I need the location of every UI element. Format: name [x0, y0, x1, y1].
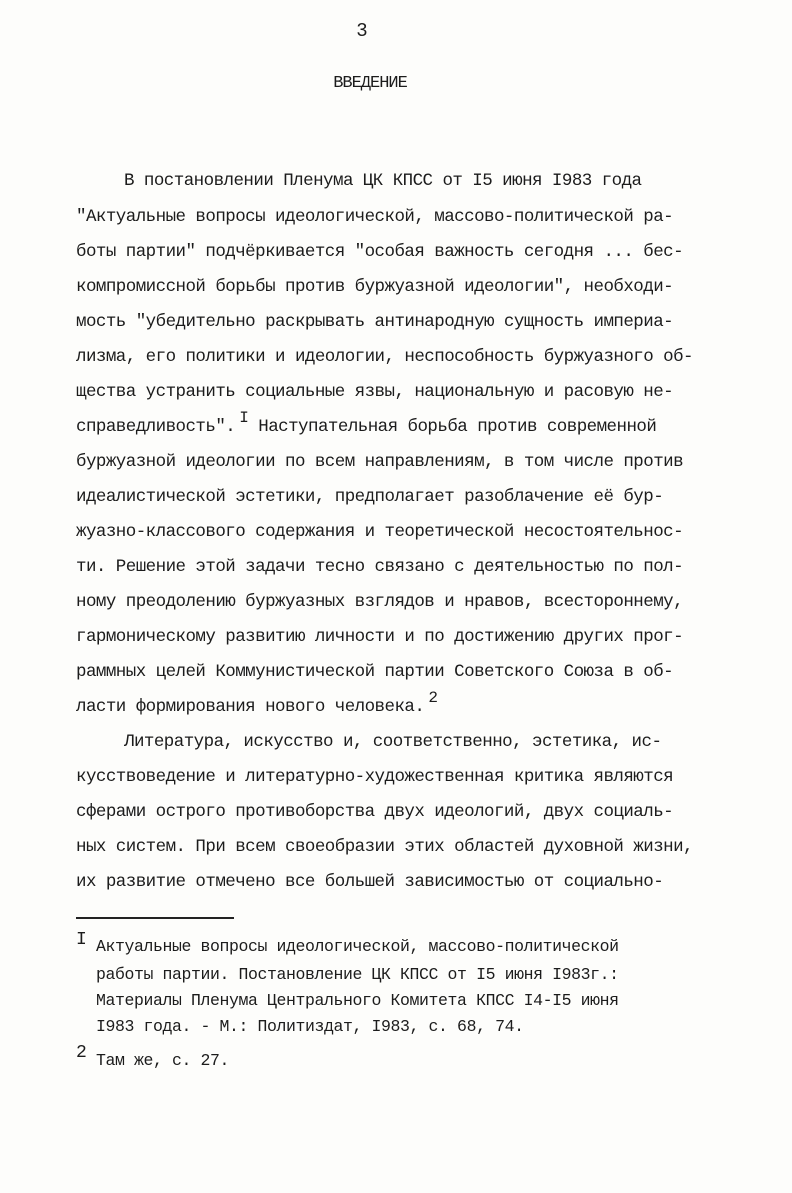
body-line: лизма, его политики и идеологии, неспособность буржуазного об-	[76, 347, 694, 367]
body-line: ных систем. При всем своеобразии этих областей духовной жизни,	[76, 837, 694, 857]
footnote-ref-2: 2	[428, 689, 438, 707]
body-line: ному преодолению буржуазных взглядов и нравов, всестороннему,	[76, 592, 684, 612]
footnote-line: Материалы Пленума Центрального Комитета КПСС I4-I5 июня	[96, 991, 619, 1010]
body-line: буржуазной идеологии по всем направлениям, в том числе против	[76, 452, 684, 472]
body-line: "Актуальные вопросы идеологической, массово-политической ра-	[76, 207, 674, 227]
body-line-text: Наступательная борьба против современной	[258, 417, 657, 437]
footnote-line: Там же, с. 27.	[96, 1051, 230, 1070]
body-line: идеалистической эстетики, предполагает разоблачение её бур-	[76, 487, 664, 507]
body-line: компромиссной борьбы против буржуазной идеологии", необходи-	[76, 277, 674, 297]
body-line: боты партии" подчёркивается "особая важность сегодня ... бес-	[76, 242, 684, 262]
body-line: В постановлении Пленума ЦК КПСС от I5 июня I983 года	[124, 171, 642, 191]
page-number: 3	[356, 20, 368, 42]
footnote-marker: I	[76, 930, 87, 950]
footnote-line: Актуальные вопросы идеологической, массово-политической	[96, 937, 619, 956]
body-line: щества устранить социальные язвы, национальную и расовую не-	[76, 382, 674, 402]
body-line: их развитие отмечено все большей зависимостью от социально-	[76, 872, 664, 892]
body-line: мость "убедительно раскрывать антинародную сущность империа-	[76, 312, 674, 332]
body-line: Литература, искусство и, соответственно, эстетика, ис-	[124, 732, 662, 752]
footnote-line: I983 года. - М.: Политиздат, I983, с. 68, 74.	[96, 1017, 524, 1036]
body-line	[76, 689, 438, 717]
footnote-marker: 2	[76, 1043, 87, 1063]
body-line: гармоническому развитию личности и по достижению других прог-	[76, 627, 684, 647]
footnote-line: работы партии. Постановление ЦК КПСС от I5 июня I983г.:	[96, 965, 619, 984]
body-line: раммных целей Коммунистической партии Советского Союза в об-	[76, 662, 674, 682]
footnote-divider	[76, 917, 234, 919]
footnote-ref-1: I	[239, 409, 249, 427]
body-line: жуазно-классового содержания и теоретической несостоятельнос-	[76, 522, 684, 542]
body-line	[76, 409, 657, 437]
body-line-text: справедливость".	[76, 417, 236, 437]
body-line: кусствоведение и литературно-художественная критика являются	[76, 767, 674, 787]
section-heading: ВВЕДЕНИЕ	[333, 74, 407, 93]
body-line: сферами острого противоборства двух идеологий, двух социаль-	[76, 802, 674, 822]
body-line: ти. Решение этой задачи тесно связано с деятельностью по пол-	[76, 557, 684, 577]
body-line-text: ласти формирования нового человека.	[76, 697, 425, 717]
